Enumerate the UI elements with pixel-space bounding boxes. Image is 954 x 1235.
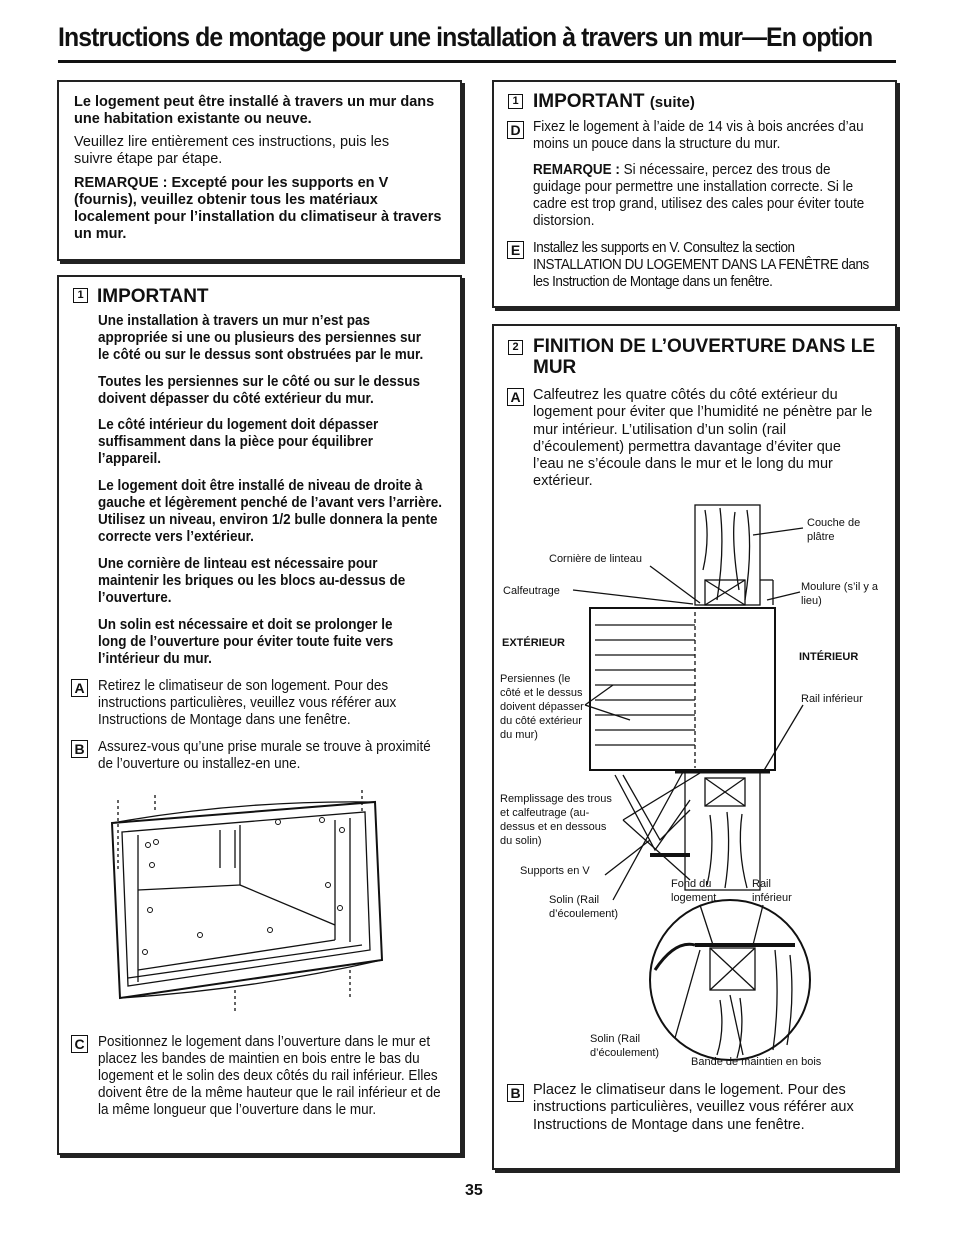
intro-line1: Le logement peut être installé à travers un mur dans une habitation existante ou neuve. [74, 94, 435, 127]
label-interieur: INTÉRIEUR [799, 651, 859, 663]
step-number-1-suite: 1 [508, 94, 523, 109]
step-a-finition-text: Calfeutrez les quatre côtés du côté extérieur du logement pour éviter que l’humidité ne pénètre par le mur intérieur. L’utilisation d’un solin (rail d’écoulement) permettra davantage d’éviter que l’eau ne s’écoule dans le mur et le long du mur extérieur. [533, 387, 873, 490]
important-para-4: Le logement doit être installé de niveau de droite à gauche et légèrement penché de l’avant vers l’arrière. Utilisez un niveau, environ 1/2 bulle donnera la pente correcte vers l’extérieur. [98, 478, 443, 545]
label-rail-inferieur-2: Rail inférieur [752, 878, 792, 904]
label-supports: Supports en V [520, 865, 590, 877]
important-para-6: Un solin est nécessaire et doit se prolonger le long de l’ouverture pour éviter toute fuite vers l’intérieur du mur. [98, 617, 394, 667]
step-d-text: Fixez le logement à l’aide de 14 vis à bois ancrées d’au moins un pouce dans la structure du mur. [533, 119, 864, 152]
step-letter-a-finition: A [507, 388, 524, 406]
intro-note-label: REMARQUE : [74, 175, 168, 191]
intro-note-text: Excepté pour les supports en V (fournis), veuillez obtenir tous les matériaux localement pour l’installation du climatiseur à travers un mur. [74, 175, 442, 242]
important-para-3: Le côté intérieur du logement doit dépasser suffisamment dans la pièce pour équilibrer l’appareil. [98, 417, 379, 467]
label-rail-inferieur: Rail inférieur [801, 693, 863, 705]
important-para-2: Toutes les persiennes sur le côté ou sur le dessus doivent dépasser du côté extérieur du mur. [98, 374, 421, 407]
cabinet-wall-illustration [100, 790, 400, 1015]
important-suite-heading [533, 91, 695, 113]
label-fond: Fond du logement [671, 878, 717, 904]
step-c-text: Positionnez le logement dans l’ouverture dans le mur et placez les bandes de maintien en bois entre le bas du logement et le solin des deux côtés du rail inférieur. Elles doivent être de la même hauteur que le rail inférieur et de la même longueur que l’ouverture dans le mur. [98, 1034, 441, 1118]
intro-line2: Veuillez lire entièrement ces instructions, puis les suivre étape par étape. [74, 134, 390, 167]
page-number: 35 [465, 1182, 483, 1199]
finition-heading: FINITION DE L’OUVERTURE DANS LE MUR [533, 336, 876, 378]
suite-note-text: Si nécessaire, percez des trous de guidage pour permettre une installation correcte. Si le cadre est trop grand, utilisez des cales pour éviter toute distorsion. [533, 162, 865, 229]
step-a-text: Retirez le climatiseur de son logement. Pour des instructions particulières, veuillez vous référer aux Instructions de Montage dans une fenêtre. [98, 678, 397, 728]
important-suite-title: IMPORTANT [533, 91, 645, 112]
suite-note-label: REMARQUE : [533, 162, 620, 178]
step-letter-a: A [71, 679, 88, 697]
step-b-finition-text: Placez le climatiseur dans le logement. Pour des instructions particulières, veuillez vous référer aux Instructions de Montage dans une fenêtre. [533, 1082, 854, 1133]
step-e-text: Installez les supports en V. Consultez la section INSTALLATION DU LOGEMENT DANS LA FENÊTRE dans les Instruction de Montage dans un fenêtre. [533, 240, 869, 290]
label-calfeutrage: Calfeutrage [503, 585, 560, 597]
step-letter-e: E [507, 241, 524, 259]
label-bande: Bande de maintien en bois [691, 1056, 822, 1068]
title-rule [58, 60, 896, 63]
step-letter-c: C [71, 1035, 88, 1053]
label-remplissage: Remplissage des trous et calfeutrage (au-dessus et en dessous du solin) [500, 793, 612, 847]
important-heading: IMPORTANT [97, 286, 209, 307]
label-couche: Couche de plâtre [807, 517, 861, 543]
label-corniere: Cornière de linteau [549, 553, 642, 565]
suite-note [533, 162, 872, 230]
step-letter-d: D [507, 121, 524, 139]
intro-note [74, 175, 449, 243]
step-letter-b-finition: B [507, 1084, 524, 1102]
step-letter-b: B [71, 740, 88, 758]
label-persiennes: Persiennes (le côté et le dessus doivent dépasser du côté extérieur du mur) [500, 673, 584, 741]
label-solin-1: Solin (Rail d’écoulement) [549, 894, 619, 920]
page-title: Instructions de montage pour une installation à travers un mur—En option [58, 22, 873, 52]
label-exterieur: EXTÉRIEUR [502, 637, 565, 649]
step-b-text: Assurez-vous qu’une prise murale se trouve à proximité de l’ouverture ou installez-en une. [98, 739, 431, 772]
step-number-2: 2 [508, 340, 523, 355]
important-suite-suffix: (suite) [649, 94, 695, 111]
label-solin-2: Solin (Rail d’écoulement) [590, 1033, 660, 1059]
step-number-1: 1 [73, 288, 88, 303]
important-para-5: Une cornière de linteau est nécessaire pour maintenir les briques ou les blocs au-dessus de l’ouverture. [98, 556, 406, 606]
label-moulure: Moulure (s’il y a lieu) [801, 581, 879, 607]
important-para-1: Une installation à travers un mur n’est pas appropriée si une ou plusieurs des persiennes sur le côté ou sur le dessus sont obstruées par le mur. [98, 313, 424, 363]
